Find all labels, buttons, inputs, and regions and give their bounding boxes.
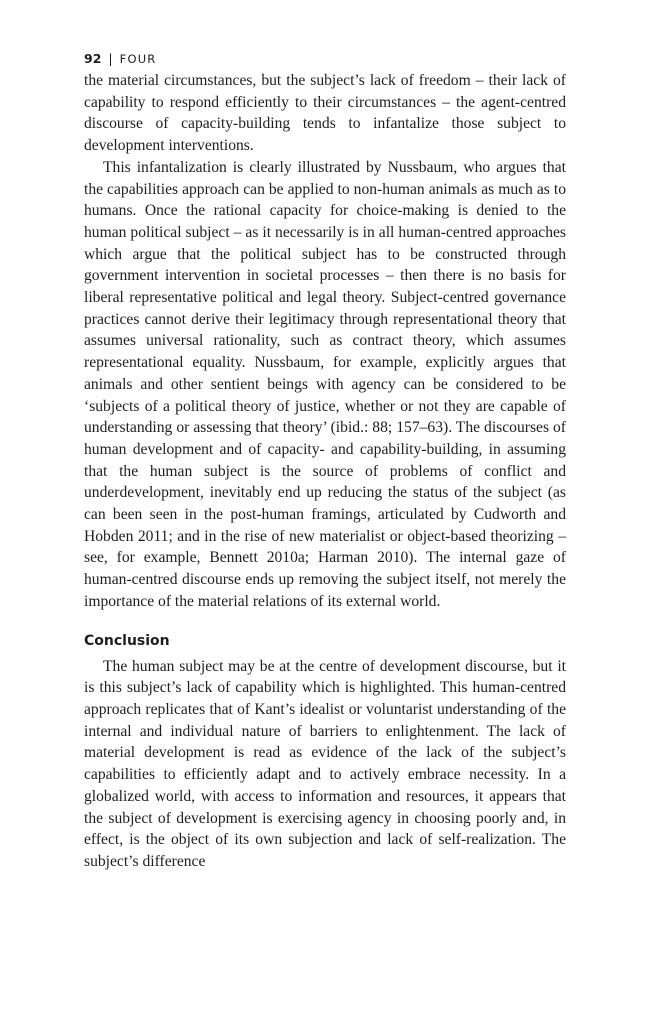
paragraph-infantalization: This infantalization is clearly illustrated by Nussbaum, who argues that the capabilities approach can be applied to non-human animals as much as to humans. Once the rational capacity for choice-making is denied to the human political subject – as it necessarily is in all human-centred approaches which argue that the political subject has to be constructed through government intervention in societal processes – then there is no basis for liberal representative political and legal theory. Subject-centred governance practices cannot derive their legitimacy through representational theory that assumes universal rationality, such as contract theory, which assumes representational equality. Nussbaum, for example, explicitly argues that animals and other sentient beings with agency can be considered to be ‘subjects of a political theory of justice, whether or not they are capable of understanding or assessing that theory’ (ibid.: 88; 157–63). The discourses of human development and of capacity- and capability-building, in assuming that the human subject is the source of problems of conflict and underdevelopment, inevitably end up reducing the status of the subject (as can been seen in the post-human framings, articulated by Cudworth and Hobden 2011; and in the rise of new materialist or object-based theorizing – see, for example, Bennett 2010a; Harman 2010). The internal gaze of human-centred discourse ends up removing the subject itself, not merely the importance of the material relations of its external world. [84, 158, 566, 610]
running-head [84, 48, 566, 70]
chapter-label: FOUR [119, 52, 157, 66]
section-heading: Conclusion [84, 632, 170, 649]
body-text [84, 70, 566, 873]
page-number: 92 [84, 51, 102, 66]
book-page [84, 48, 566, 873]
paragraph-conclusion: The human subject may be at the centre of development discourse, but it is this subject’s lack of capability which is highlighted. This human-centred approach replicates that of Kant’s idealist or voluntarist understanding of the internal and individual nature of barriers to enlightenment. The lack of material development is read as evidence of the lack of the subject’s capabilities to efficiently adapt and to actively embrace necessity. In a globalized world, with access to information and resources, it appears that the subject of development is exercising agency in choosing poorly and, in effect, is the object of its own subjection and lack of self-realization. The subject’s difference [84, 657, 566, 870]
header-separator: | [108, 51, 113, 66]
paragraph-continuation: the material circumstances, but the subject’s lack of freedom – their lack of capability to respond efficiently to their circumstances – the agent-centred discourse of capacity-building tends to infantalize those subject to development interventions. [84, 72, 566, 155]
